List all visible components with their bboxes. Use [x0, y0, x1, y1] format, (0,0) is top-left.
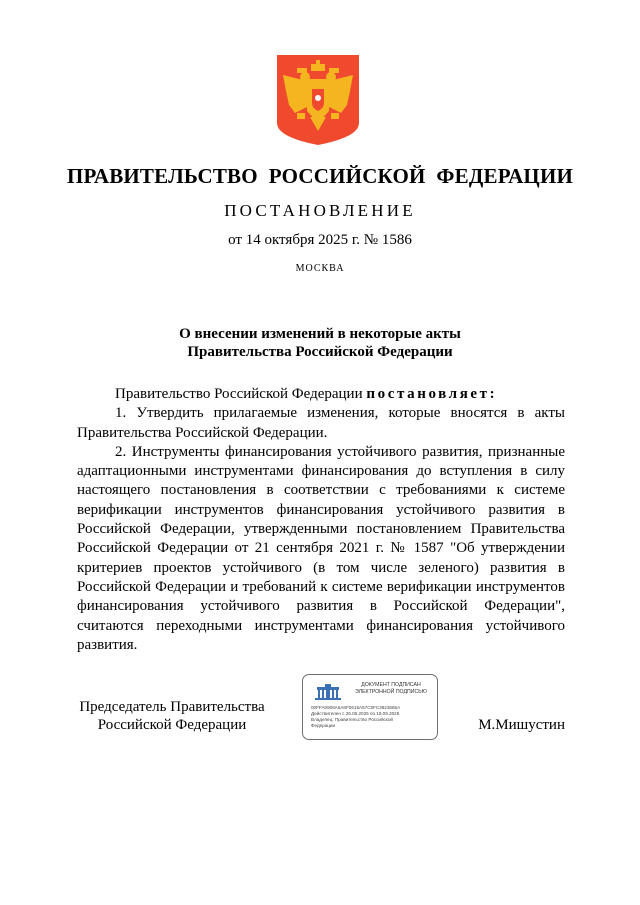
subject-line-2: Правительства Российской Федерации	[187, 344, 453, 360]
subject-line-1: О внесении изменений в некоторые акты	[179, 326, 461, 342]
document-type: ПОСТАНОВЛЕНИЕ	[224, 201, 416, 220]
document-body	[77, 385, 565, 655]
coat-of-arms-icon	[277, 55, 359, 145]
signer-name: М.Мишустин	[478, 717, 565, 733]
stamp-title-line-1: ДОКУМЕНТ ПОДПИСАН	[361, 682, 421, 688]
government-building-icon	[312, 683, 344, 701]
item-1-paragraph: 1. Утвердить прилагаемые изменения, которые вносятся в акты Правительства Российской Федерации.	[77, 405, 565, 441]
resolves-word: постановляет:	[366, 386, 498, 402]
item-2-paragraph: 2. Инструменты финансирования устойчивого развития, признанные адаптационными инструментами финансирования до вступления в силу настоящего постановления в соответствии с требованиями к системе верификации инструментов финансирования устойчивого развития в Российской Федерации, утвержденными постановлением Правительства Российской Федерации от 21 сентября 2021 г. № 1587 "Об утверждении критериев проектов устойчивого (в том числе зеленого) развития в Российской Федерации и требований к системе верификации инструментов финансирования устойчивого развития в Российской Федерации", считаются переходными инструментами финансирования устойчивого развития.	[77, 443, 565, 653]
electronic-signature-stamp	[302, 674, 438, 740]
intro-paragraph	[77, 385, 565, 404]
document-date-number: от 14 октября 2025 г. № 1586	[228, 232, 412, 248]
stamp-owner-line-1: Владелец: Правительство Российской	[311, 716, 393, 722]
document-subject	[0, 325, 640, 361]
stamp-owner-line-2: Федерации	[311, 722, 336, 728]
signer-position	[77, 698, 267, 734]
document-city: МОСКВА	[295, 263, 345, 274]
stamp-validity: Действителен с 26.06.2025 по 19.09.2026	[311, 710, 400, 716]
stamp-title	[347, 682, 435, 696]
stamp-details	[311, 705, 437, 729]
government-title: ПРАВИТЕЛЬСТВО РОССИЙСКОЙ ФЕДЕРАЦИИ	[66, 164, 574, 188]
intro-text: Правительство Российской Федерации	[115, 386, 367, 402]
stamp-certificate: 00FFA0906A5A6F0615A57C5FC3823665A	[311, 705, 401, 710]
stamp-title-line-2: ЭЛЕКТРОННОЙ ПОДПИСЬЮ	[355, 689, 427, 695]
signer-position-line-1: Председатель Правительства	[79, 699, 265, 715]
signer-position-line-2: Российской Федерации	[97, 717, 247, 733]
